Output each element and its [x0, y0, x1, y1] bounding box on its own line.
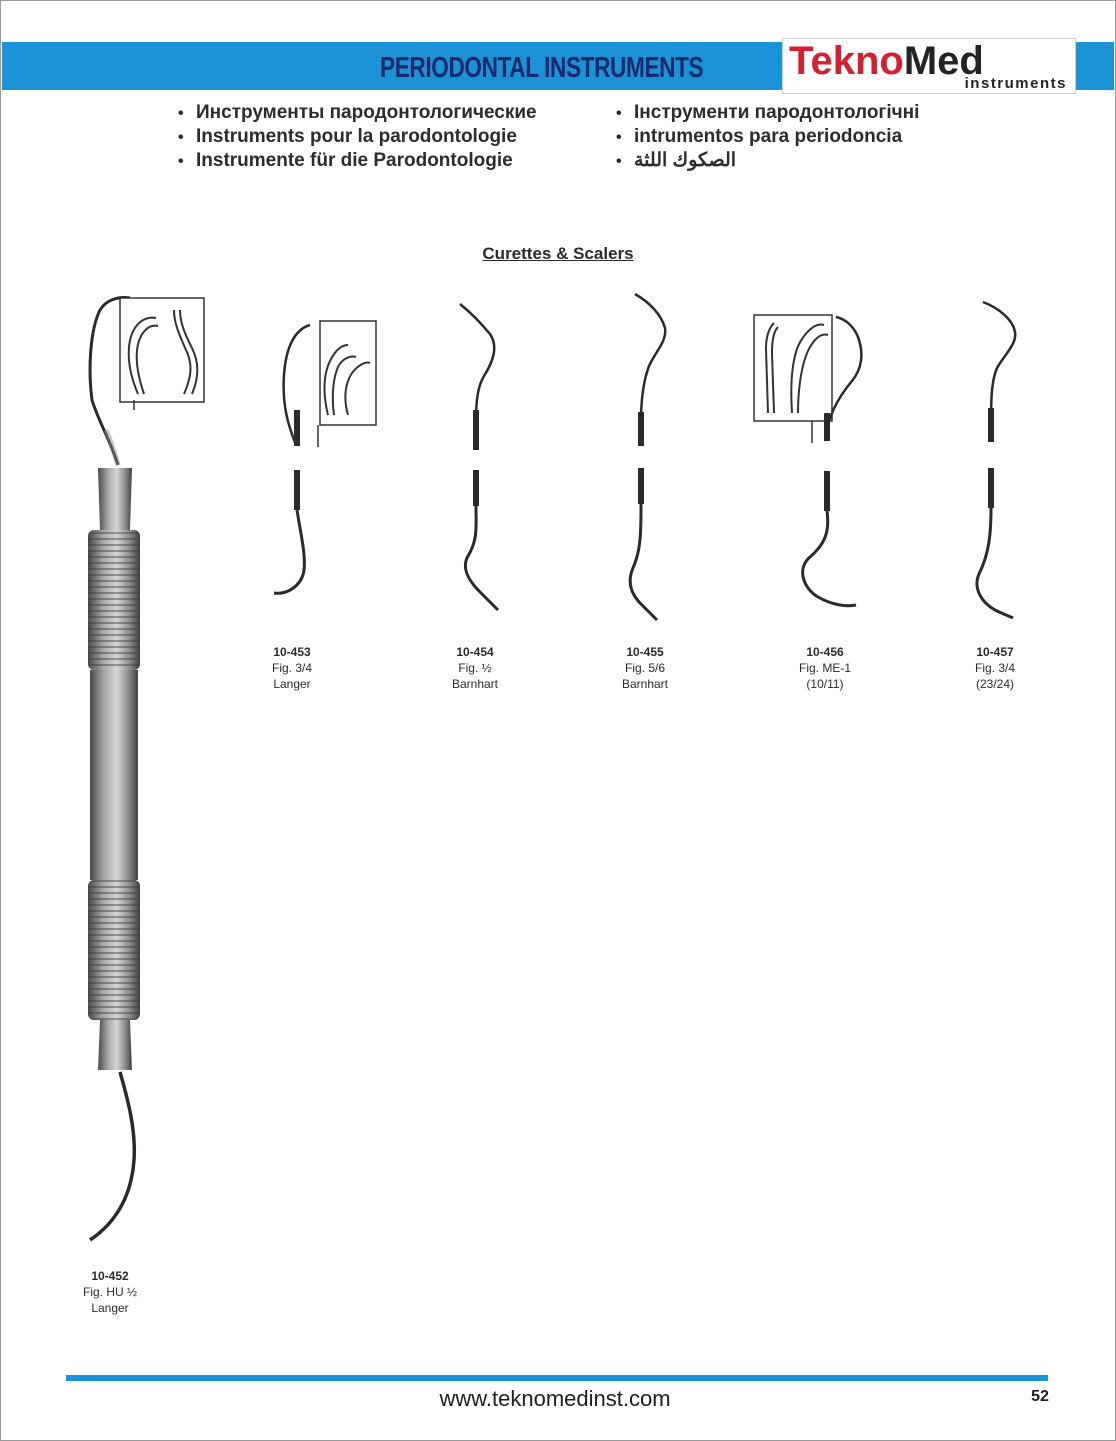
- logo-subtitle: instruments: [964, 75, 1067, 92]
- product-fig: Fig. HU ½: [82, 1285, 137, 1299]
- logo-part-1: Tekno: [789, 39, 904, 83]
- language-list-right: [616, 101, 919, 173]
- product-name: Barnhart: [451, 677, 499, 691]
- page-number: 52: [1031, 1388, 1049, 1405]
- section-heading: Curettes & Scalers: [482, 244, 634, 263]
- page-title: PERIODONTAL INSTRUMENTS: [380, 52, 704, 84]
- footer-url[interactable]: www.teknomedinst.com: [439, 1386, 671, 1411]
- language-item: • Instruments pour la parodontologie: [178, 125, 537, 149]
- product-fig: Fig. 3/4: [974, 661, 1016, 675]
- product-fig: Fig. 3/4: [271, 661, 313, 675]
- instrument-10-453-image: [270, 315, 390, 605]
- product-name: Langer: [273, 677, 311, 691]
- instrument-10-456-image: [752, 313, 882, 613]
- logo-wordmark: [789, 39, 984, 83]
- logo-part-2: Med: [903, 39, 984, 83]
- language-item: • intrumentos para periodoncia: [616, 125, 919, 149]
- language-item: • Інструменти пародонтологічні: [616, 101, 919, 125]
- product-code: 10-455: [626, 645, 664, 659]
- product-name: (23/24): [975, 677, 1015, 691]
- product-fig: Fig. ME-1: [798, 661, 851, 675]
- caption-10-456: [765, 644, 885, 692]
- language-item: • Instrumente für die Parodontologie: [178, 149, 537, 173]
- product-fig: Fig. ½: [458, 661, 492, 675]
- product-code: 10-456: [806, 645, 844, 659]
- language-list-left: [178, 101, 537, 173]
- brand-logo: [782, 38, 1076, 94]
- instrument-10-452-image: [70, 290, 220, 1250]
- product-fig: Fig. 5/6: [624, 661, 666, 675]
- language-item: • الصكوك اللثة: [616, 149, 919, 173]
- caption-10-452: [50, 1268, 170, 1316]
- instrument-10-455-image: [605, 292, 685, 622]
- product-name: Langer: [91, 1301, 129, 1315]
- product-name: Barnhart: [621, 677, 669, 691]
- caption-10-457: [935, 644, 1055, 692]
- product-name: (10/11): [806, 677, 844, 691]
- product-code: 10-452: [91, 1269, 129, 1283]
- instrument-10-457-image: [955, 298, 1035, 623]
- instrument-10-454-image: [440, 300, 520, 620]
- footer-rule: [66, 1375, 1048, 1381]
- caption-10-454: [415, 644, 535, 692]
- product-code: 10-454: [456, 645, 494, 659]
- caption-10-455: [585, 644, 705, 692]
- product-code: 10-453: [273, 645, 311, 659]
- language-item: • Инструменты пародонтологические: [178, 101, 537, 125]
- product-code: 10-457: [976, 645, 1014, 659]
- caption-10-453: [232, 644, 352, 692]
